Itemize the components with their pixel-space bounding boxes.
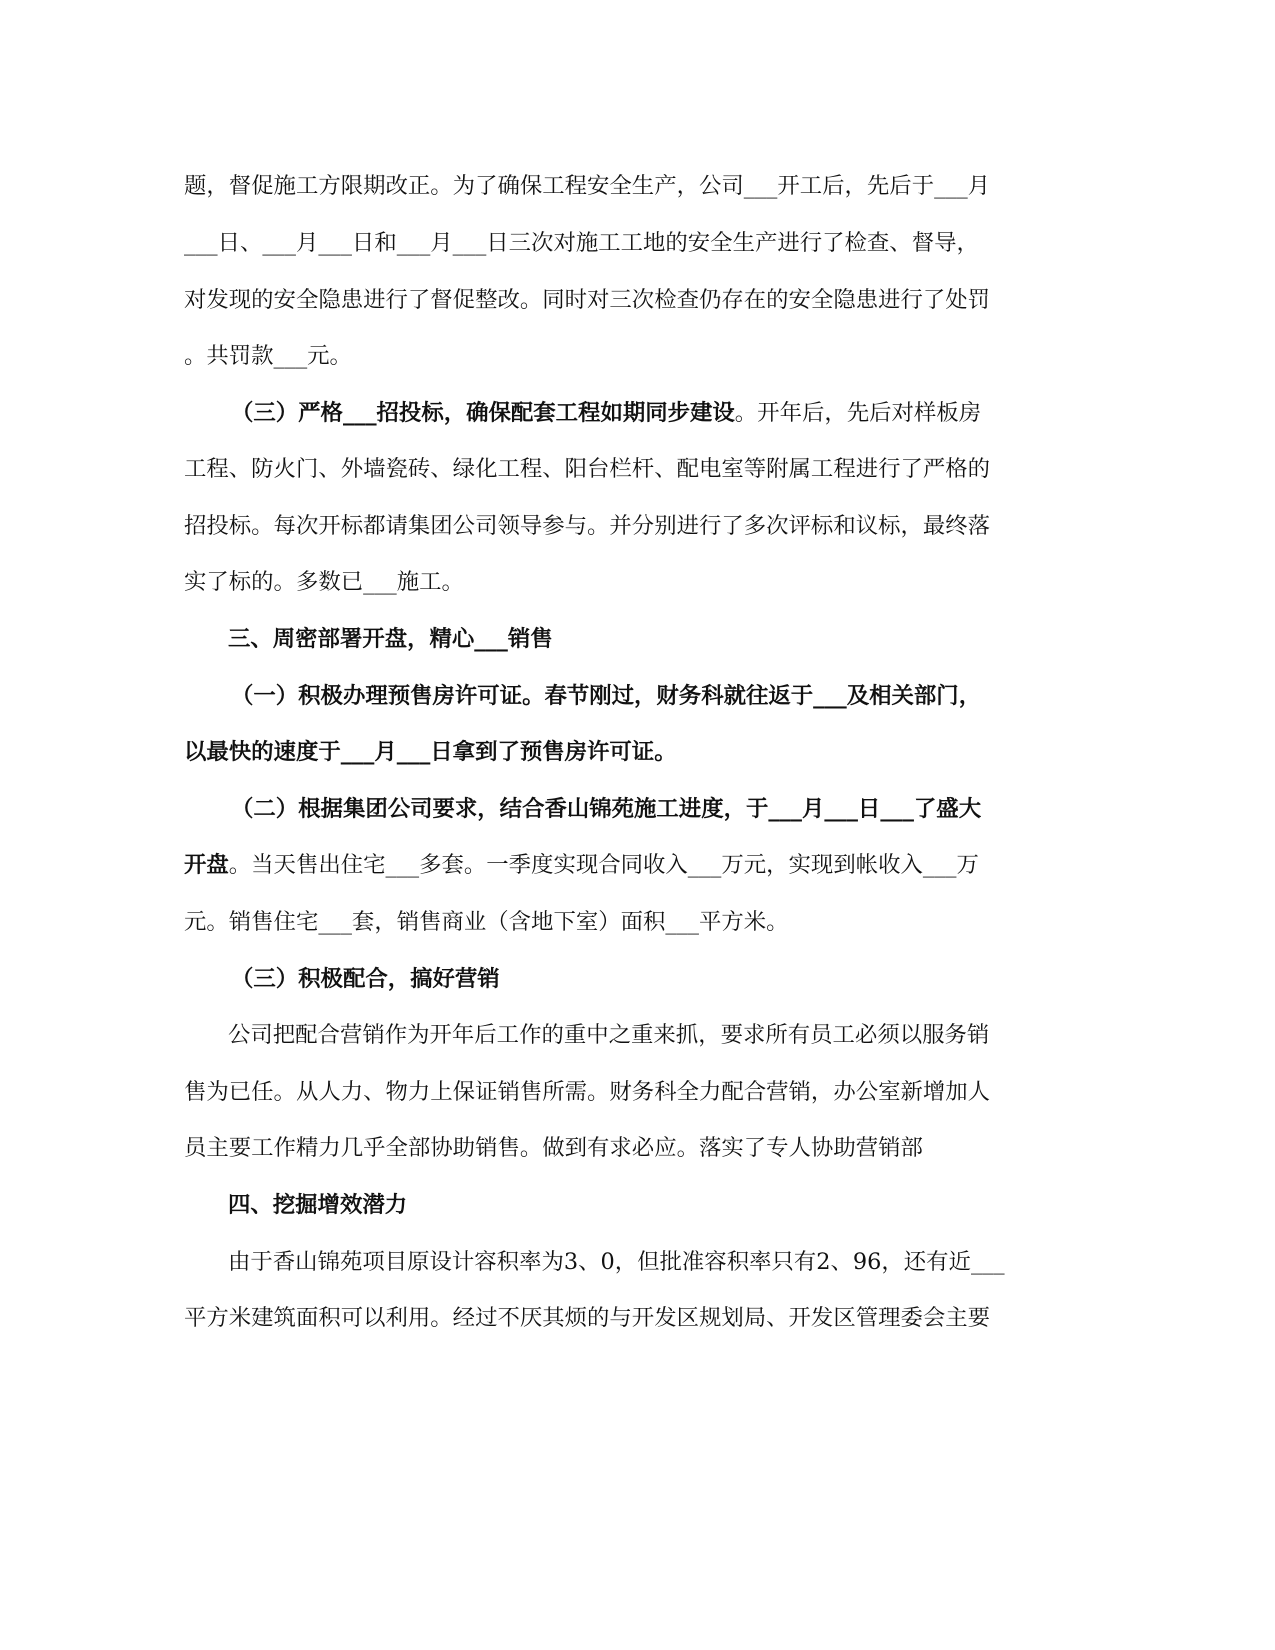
- paragraph-line: 工程、防火门、外墙瓷砖、绿化工程、阳台栏杆、配电室等附属工程进行了严格的: [184, 456, 991, 482]
- paragraph-line: 。共罚款___元。: [184, 343, 352, 369]
- paragraph-line: 由于香山锦苑项目原设计容积率为3、0，但批准容积率只有2、96，还有近___: [228, 1249, 1005, 1275]
- subsection-heading: 以最快的速度于___月___日拿到了预售房许可证。: [184, 739, 677, 765]
- section-heading: 四、挖掘增效潜力: [228, 1192, 408, 1218]
- paragraph-line: 员主要工作精力几乎全部协助销售。做到有求必应。落实了专人协助营销部: [184, 1135, 923, 1161]
- paragraph-text: 。当天售出住宅___多套。一季度实现合同收入___万元，实现到帐收入___万: [228, 852, 979, 878]
- paragraph-line: 平方米建筑面积可以利用。经过不厌其烦的与开发区规划局、开发区管理委会主要: [184, 1305, 991, 1331]
- paragraph-line: 题，督促施工方限期改正。为了确保工程安全生产，公司___开工后，先后于___月: [184, 173, 991, 199]
- subsection-heading: （二）根据集团公司要求，结合香山锦苑施工进度，于___月___日___了盛大: [231, 796, 982, 822]
- paragraph-line: ___日、___月___日和___月___日三次对施工工地的安全生产进行了检查、督导，: [184, 230, 979, 256]
- subsection-heading: 开盘: [184, 852, 229, 878]
- paragraph-text: 。开年后，先后对样板房: [734, 400, 982, 426]
- subsection-heading: （三）积极配合，搞好营销: [231, 966, 500, 992]
- paragraph-line: 公司把配合营销作为开年后工作的重中之重来抓，要求所有员工必须以服务销: [228, 1022, 990, 1048]
- paragraph-line: 售为已任。从人力、物力上保证销售所需。财务科全力配合营销，办公室新增加人: [184, 1079, 991, 1105]
- section-heading: 三、周密部署开盘，精心___销售: [228, 626, 553, 652]
- subsection-heading: （三）严格___招投标，确保配套工程如期同步建设: [231, 400, 735, 426]
- paragraph-line: 实了标的。多数已___施工。: [184, 569, 464, 595]
- paragraph-line: [184, 850, 1084, 880]
- paragraph-line: [231, 398, 1131, 428]
- subsection-heading: （一）积极办理预售房许可证。春节刚过，财务科就往返于___及相关部门，: [231, 683, 982, 709]
- paragraph-line: 元。销售住宅___套，销售商业（含地下室）面积___平方米。: [184, 909, 789, 935]
- paragraph-line: 招投标。每次开标都请集团公司领导参与。并分别进行了多次评标和议标，最终落: [184, 513, 991, 539]
- paragraph-line: 对发现的安全隐患进行了督促整改。同时对三次检查仍存在的安全隐患进行了处罚: [184, 287, 991, 313]
